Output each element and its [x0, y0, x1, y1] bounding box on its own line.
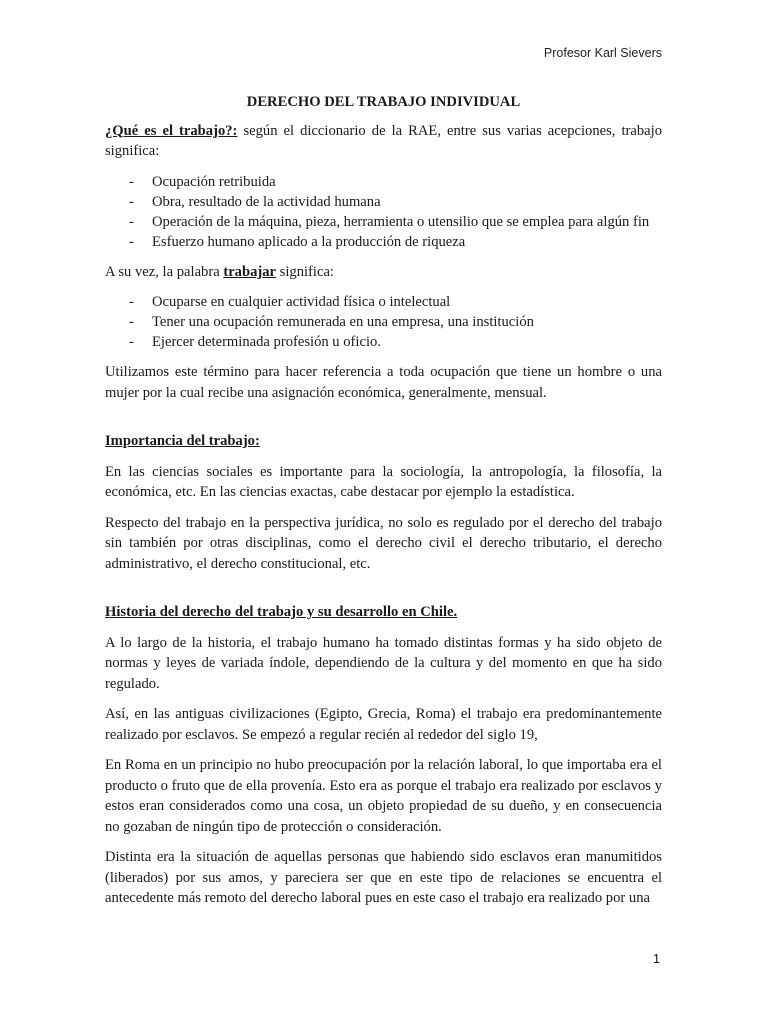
spacer [105, 584, 662, 602]
list-item: - Ejercer determinada profesión u oficio. [129, 334, 381, 350]
dash-bullet: - [129, 334, 134, 350]
page-number: 1 [653, 952, 660, 966]
intro-text: según el diccionario de la RAE, entre sus varias acepciones, trabajo significa: [105, 122, 662, 159]
section-heading-historia: Historia del derecho del trabajo y su desarrollo en Chile. [105, 604, 458, 620]
utilizamos-paragraph: Utilizamos este término para hacer referencia a toda ocupación que tiene un hombre o una mujer por la cual recibe una asignación económica, generalmente, mensual. [105, 364, 662, 401]
importancia-paragraph-1: En las ciencias sociales es importante para la sociología, la antropología, la filosofía, la económica, etc. En las ciencias exactas, cabe destacar por ejemplo la estadística. [105, 463, 662, 500]
list-item: - Esfuerzo humano aplicado a la producción de riqueza [129, 233, 466, 250]
historia-paragraph-4: Distinta era la situación de aquellas personas que habiendo sido esclavos eran manumitidos (liberados) por sus amos, y pareciera ser que en este tipo de relaciones se encuentra el antecedente más remoto del derecho laboral pues en este caso el trabajo era realizado por una [105, 849, 662, 906]
dash-bullet: - [129, 173, 134, 190]
page-header-author: Profesor Karl Sievers [543, 46, 662, 60]
dash-bullet: - [129, 294, 134, 310]
section-heading-importancia: Importancia del trabajo: [105, 433, 260, 449]
dash-bullet: - [129, 314, 134, 330]
dash-bullet: - [129, 193, 134, 210]
historia-paragraph-2: Así, en las antiguas civilizaciones (Egipto, Grecia, Roma) el trabajo era predominantemente realizado por esclavos. Se empezó a regular recién al rededor del siglo 19, [105, 706, 662, 743]
historia-paragraph-3: En Roma en un principio no hubo preocupación por la relación laboral, lo que importaba era el producto o fruto que de ella provenía. Esto era as porque el trabajo era realizado por esclavos y estos eran considerados como una cosa, un objeto propiedad de su dueño, y en consecuencia no gozaban de ningún tipo de protección o consideración. [105, 757, 662, 835]
list-item: - Ocuparse en cualquier actividad física o intelectual [129, 294, 451, 310]
trabajar-keyword: trabajar [223, 263, 277, 280]
document-body [105, 92, 662, 919]
list-item: - Operación de la máquina, pieza, herramienta o utensilio que se emplea para algún fin [129, 213, 650, 230]
intro-paragraph [105, 121, 662, 162]
definition-list-trabajo [105, 172, 662, 252]
intro-question: ¿Qué es el trabajo?: [105, 122, 238, 139]
dash-bullet: - [129, 233, 134, 250]
historia-paragraph-1: A lo largo de la historia, el trabajo humano ha tomado distintas formas y ha sido objeto de normas y leyes de variada índole, dependiendo de la cultura y del momento en que ha sido regulado. [105, 634, 662, 692]
dash-bullet: - [129, 213, 134, 230]
spacer [105, 413, 662, 431]
list-item: - Ocupación retribuida [129, 173, 276, 190]
document-title: DERECHO DEL TRABAJO INDIVIDUAL [246, 94, 521, 110]
importancia-paragraph-2: Respecto del trabajo en la perspectiva jurídica, no solo es regulado por el derecho del trabajo sin también por otras disciplinas, como el derecho civil el derecho tributario, el derecho administrativo, el derecho constitucional, etc. [105, 514, 662, 572]
list-item: - Tener una ocupación remunerada en una empresa, una institución [129, 314, 534, 330]
definition-list-trabajar [105, 292, 662, 352]
trabajar-paragraph: A su vez, la palabra trabajar significa: [105, 263, 334, 280]
list-item: - Obra, resultado de la actividad humana [129, 193, 381, 210]
